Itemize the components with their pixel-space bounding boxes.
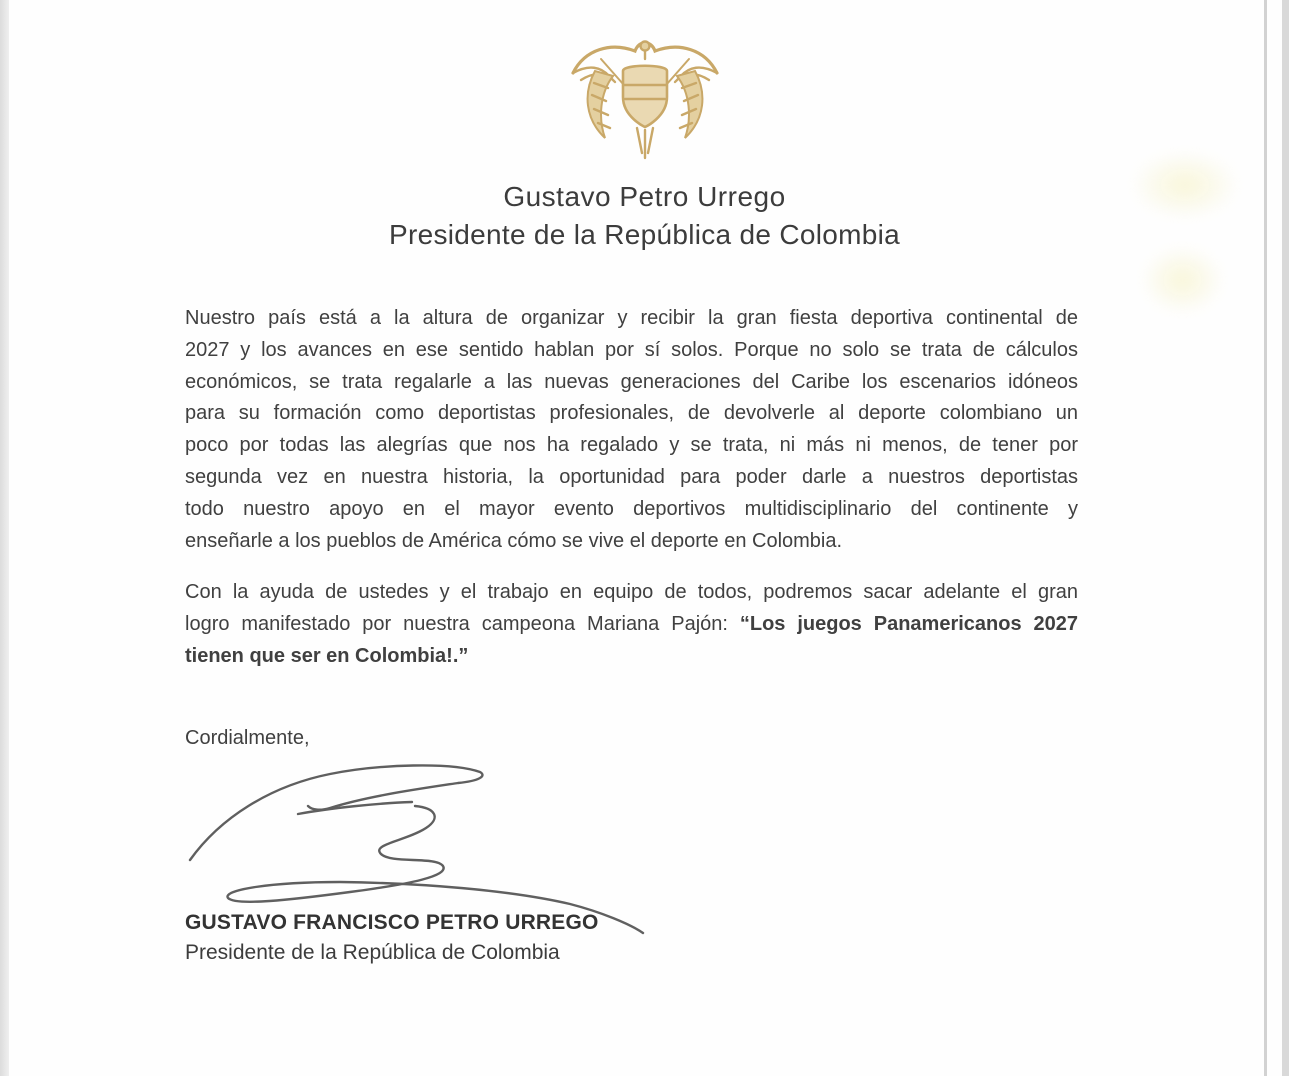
text-line: [185, 494, 1078, 526]
text-line: [185, 526, 1078, 558]
paper-smudge: [1140, 245, 1225, 315]
letterhead-name: Gustavo Petro Urrego: [503, 181, 786, 212]
scan-edge-right-strip: [1282, 0, 1289, 1076]
paragraph: [185, 577, 1078, 672]
paragraph: [185, 303, 1078, 557]
scan-edge-right-line: [1264, 0, 1267, 1076]
text-line: [185, 398, 1078, 430]
letterhead-title: Presidente de la República de Colombia: [388, 219, 901, 250]
text-segment: económicos, se trata regalarle a las nuevas generaciones del Caribe los escenarios idóneos: [185, 370, 1078, 393]
text-segment: para su formación como deportistas profesionales, de devolverle al deporte colombiano un: [185, 402, 1078, 425]
text-line: [185, 430, 1078, 462]
scan-edge-left: [0, 0, 9, 1076]
bold-text-segment: tienen que ser en Colombia!.”: [185, 644, 469, 667]
text-segment: todo nuestro apoyo en el mayor evento deportivos multidisciplinario del continente y: [185, 497, 1078, 520]
text-segment: Nuestro país está a la altura de organizar y recibir la gran fiesta deportiva continental de: [185, 307, 1078, 329]
letterhead: [0, 178, 1289, 254]
closing-salutation: Cordialmente,: [185, 727, 310, 749]
bold-text-segment: “Los juegos Panamericanos 2027: [739, 613, 1078, 636]
text-segment: 2027 y los avances en ese sentido hablan por sí solos. Porque no solo se trata de cálculos: [185, 338, 1078, 361]
text-segment: poco por todas las alegrías que nos ha regalado y se trata, ni más ni menos, de tener por: [185, 434, 1078, 457]
text-line: [185, 367, 1078, 399]
text-line: [185, 462, 1078, 494]
text-line: [185, 303, 1078, 335]
text-segment: logro manifestado por nuestra campeona Mariana Pajón:: [185, 613, 740, 636]
signer-block: [185, 908, 885, 968]
text-line: [185, 577, 1078, 609]
signer-name: GUSTAVO FRANCISCO PETRO URREGO: [185, 911, 599, 934]
signer-title: Presidente de la República de Colombia: [185, 941, 560, 964]
text-line: [185, 641, 1078, 673]
text-line: [185, 335, 1078, 367]
text-segment: enseñarle a los pueblos de América cómo se vive el deporte en Colombia.: [185, 529, 843, 552]
text-line: [185, 609, 1078, 641]
text-segment: segunda vez en nuestra historia, la oportunidad para poder darle a nuestros deportistas: [185, 465, 1078, 488]
text-segment: Con la ayuda de ustedes y el trabajo en equipo de todos, podremos sacar adelante el gran: [185, 581, 1078, 604]
letter-body: [185, 303, 1078, 693]
colombia-coat-of-arms-icon: [565, 33, 725, 165]
